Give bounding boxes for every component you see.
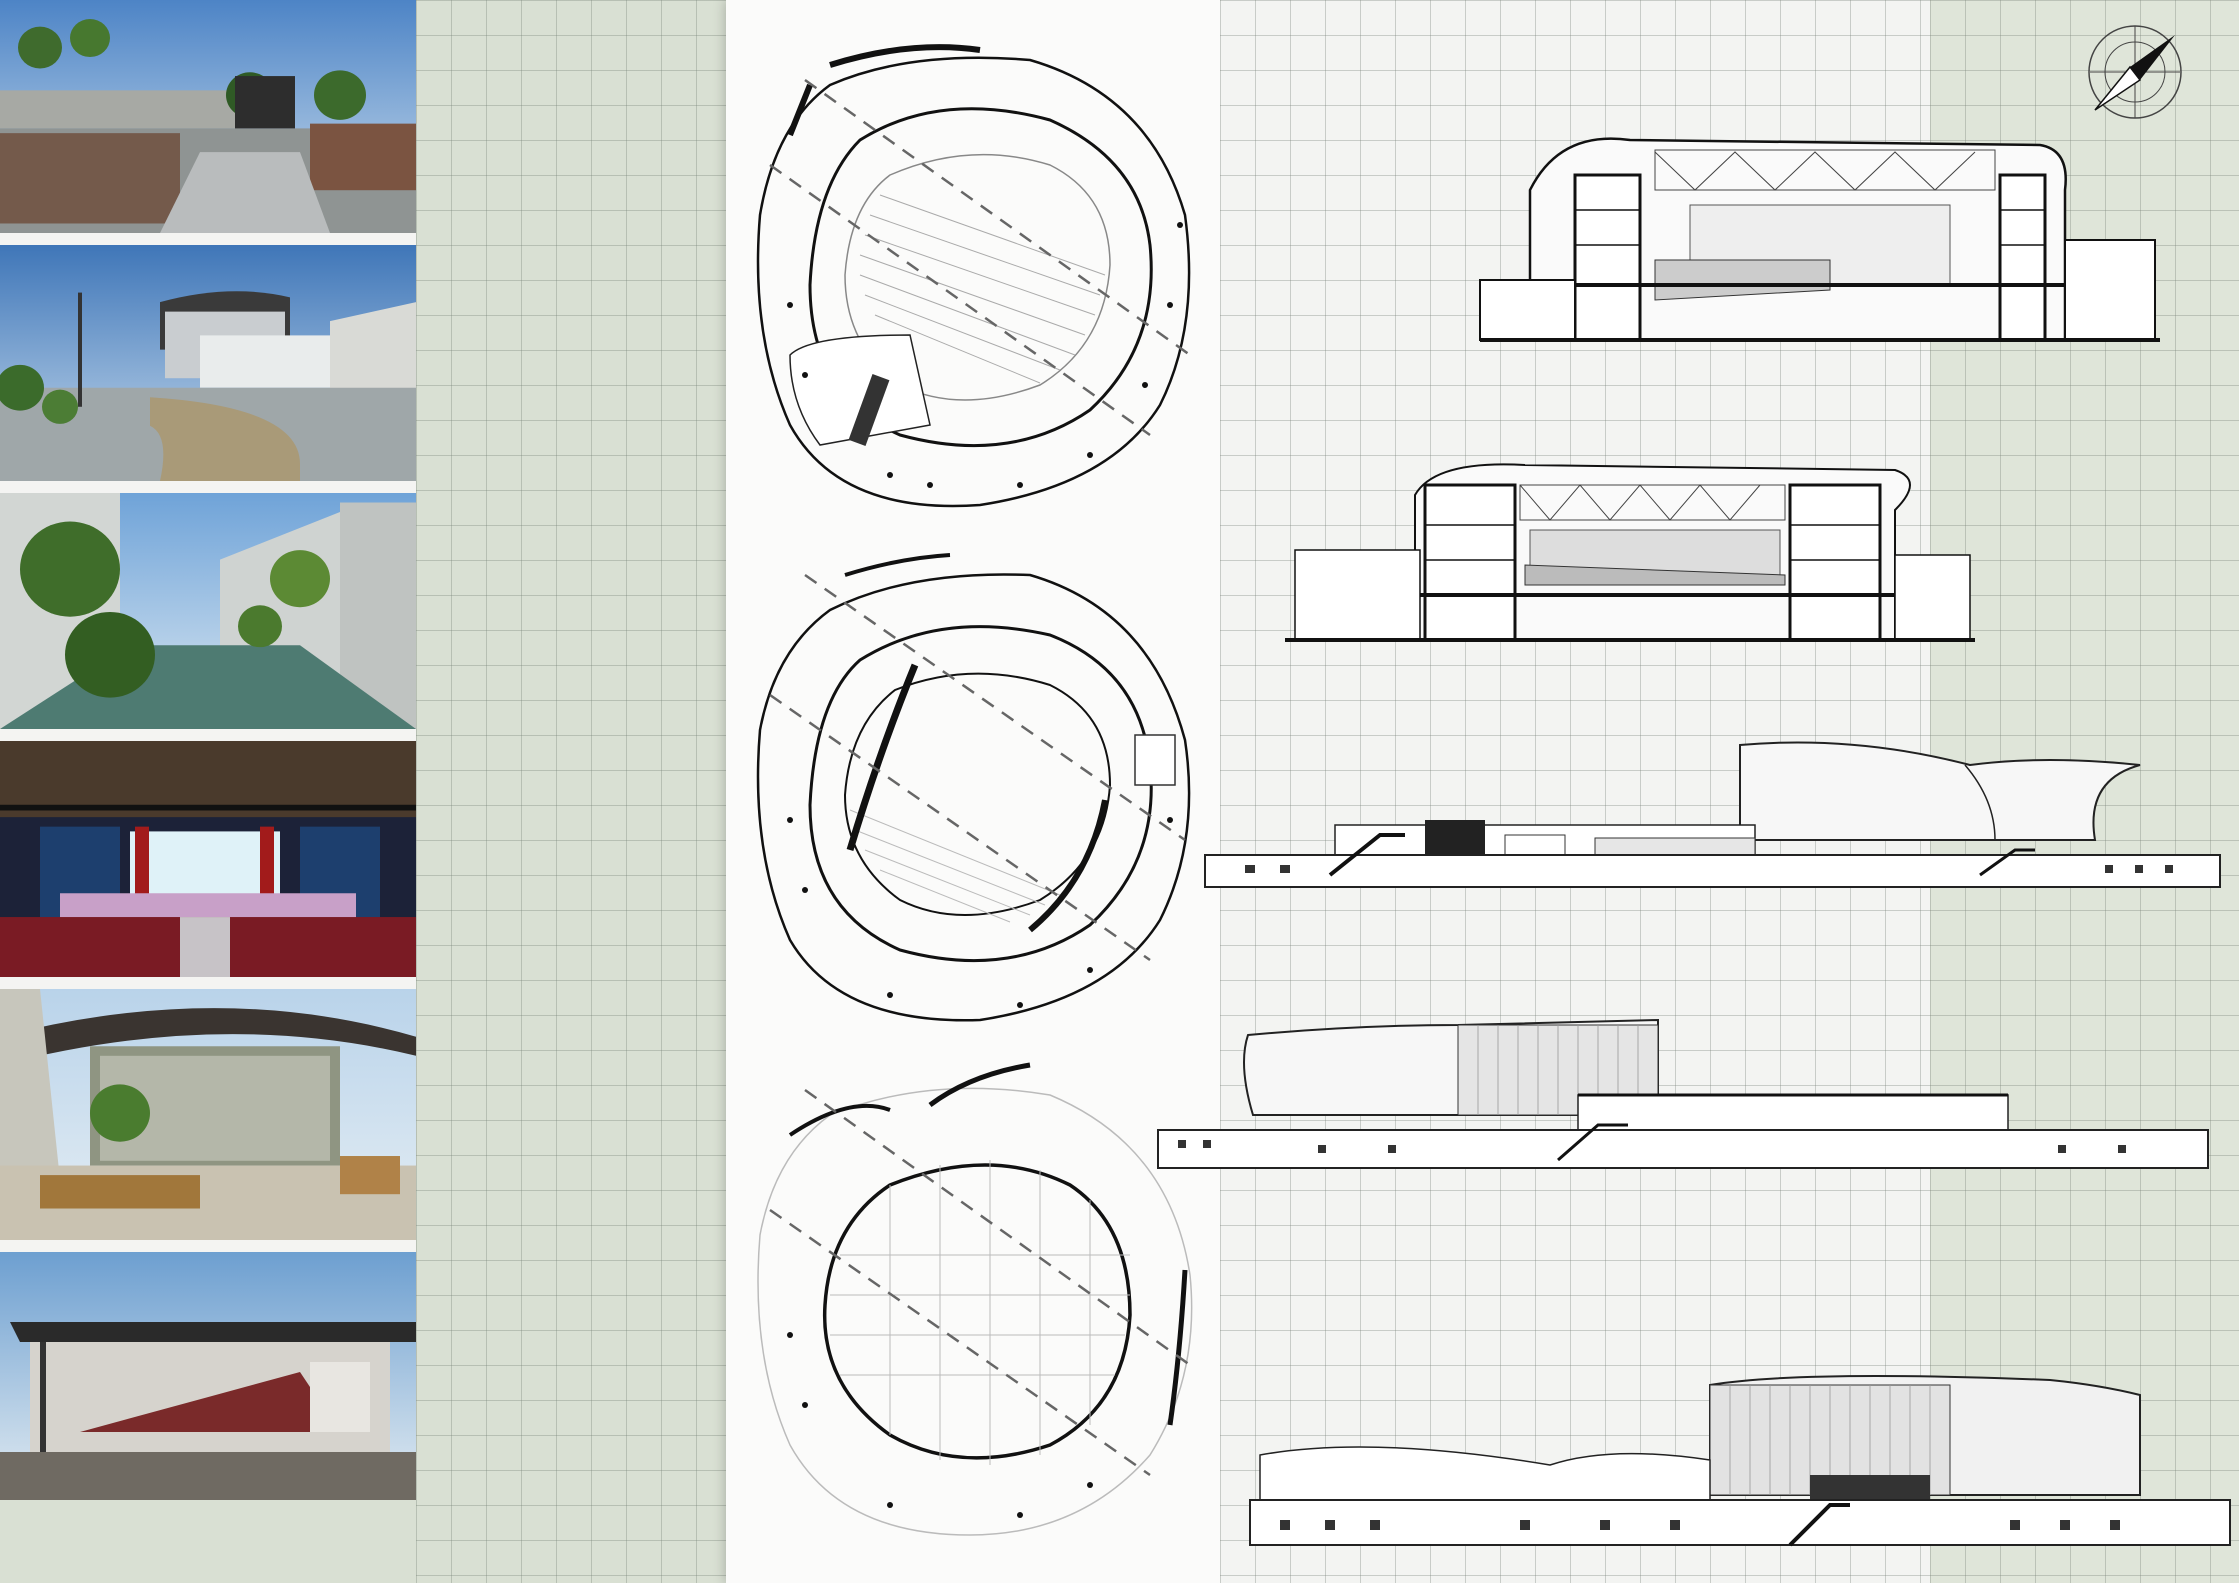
- legend-item: [440, 158, 476, 184]
- east-elevation-drawing: [1250, 1375, 2230, 1550]
- legend-item: [440, 260, 476, 286]
- legend-item: [440, 184, 476, 210]
- north-arrow-icon: [2080, 10, 2200, 130]
- legend-list: [440, 56, 476, 464]
- render-photo-auditorium-stage: [0, 741, 416, 989]
- legend-item: [440, 388, 476, 414]
- render-photo-exterior-walkway: [0, 245, 416, 493]
- legend-item: [440, 107, 476, 133]
- legend-item: [440, 235, 476, 261]
- legend-item: [440, 56, 476, 82]
- legend-item: [440, 439, 476, 465]
- second-floor-plan: [730, 45, 1210, 515]
- legend-item: [440, 311, 476, 337]
- render-photo-amphitheatre: [0, 989, 416, 1252]
- section-bb-drawing: [1480, 130, 2160, 345]
- render-photo-section-cutaway: [0, 1252, 416, 1500]
- render-photo-courtyard: [0, 493, 416, 741]
- render-photo-exterior-road: [0, 0, 416, 245]
- legend-item: [440, 209, 476, 235]
- section-aa-drawing: [1285, 455, 1975, 645]
- legend-item: [440, 337, 476, 363]
- third-floor-plan-upper: [730, 550, 1210, 1030]
- legend-item: [440, 286, 476, 312]
- legend-item: [440, 413, 476, 439]
- third-floor-plan-lower: [730, 1055, 1210, 1555]
- legend-item: [440, 362, 476, 388]
- legend-item: [440, 82, 476, 108]
- south-elevation-drawing: [1205, 740, 2220, 890]
- photo-column-footer: [0, 1500, 416, 1583]
- legend-item: [440, 133, 476, 159]
- west-elevation-drawing: [1158, 1015, 2208, 1170]
